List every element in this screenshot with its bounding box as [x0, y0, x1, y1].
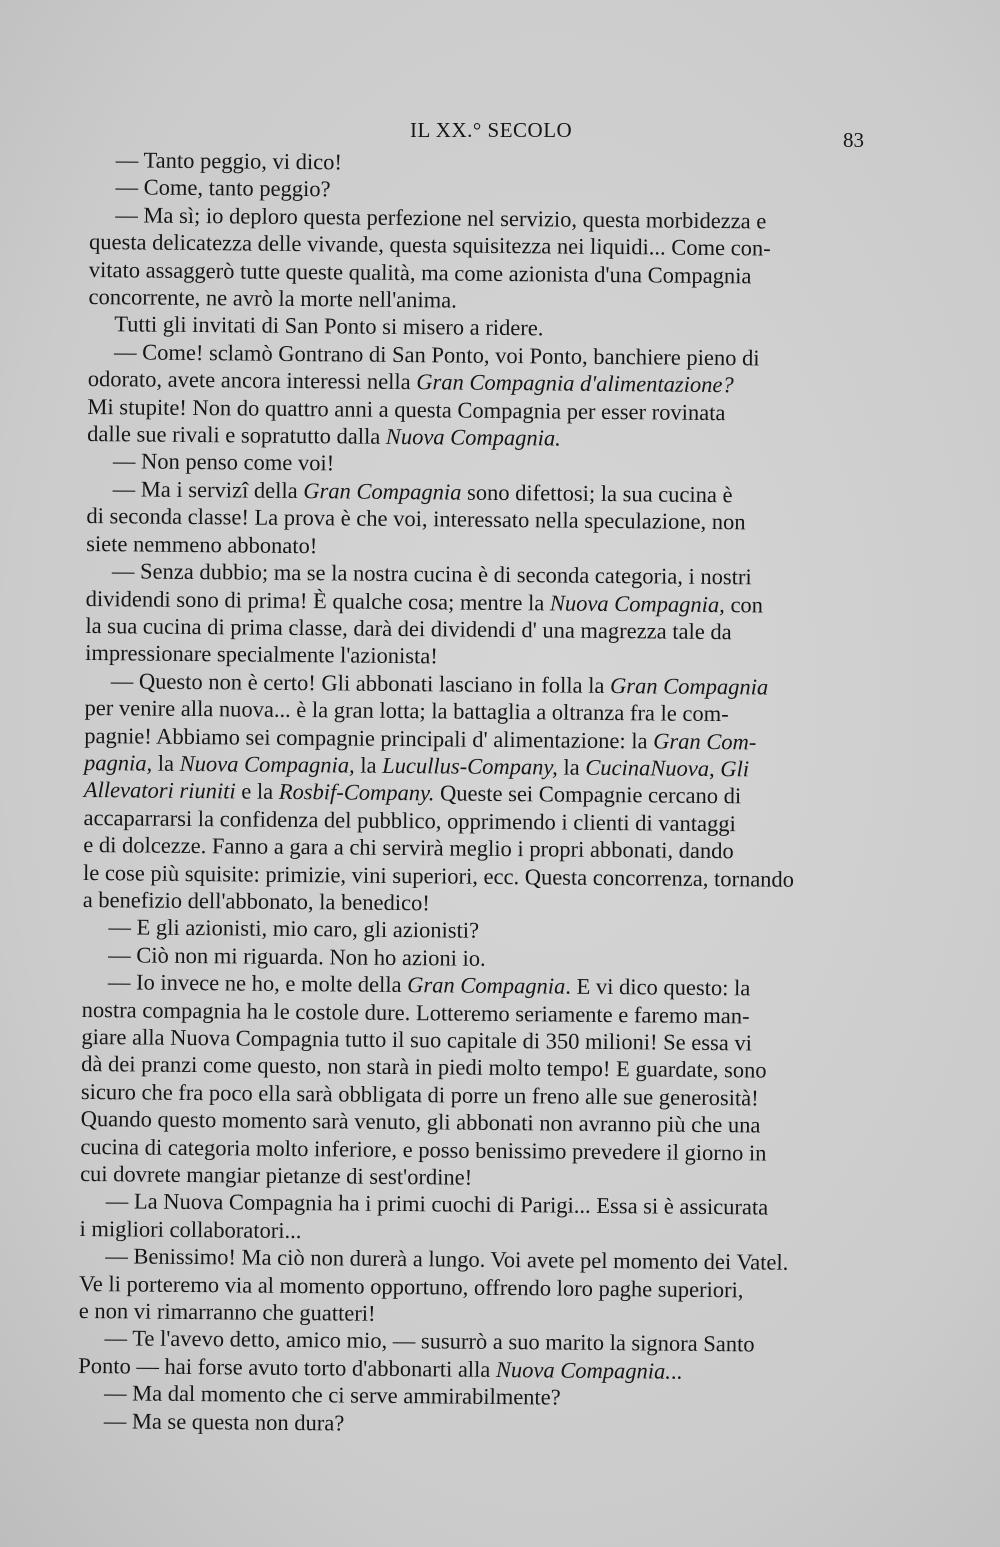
italic-title: CucinaNuova, Gli — [585, 754, 750, 782]
text-line: sicuro che fra poco ella sarà obbligata di porre un freno alle sue generosità! — [80, 1078, 759, 1111]
text-line: e non vi rimarranno che guatteri! — [78, 1298, 376, 1326]
text-line: — Benissimo! Ma ciò non durerà a lungo. Voi avete pel momento dei Vatel. — [105, 1243, 789, 1276]
text-line: a benefizio dell'abbonato, la benedico! — [82, 886, 430, 916]
paragraph — [87, 338, 878, 455]
text-line: pagnia, la Nuova Compagnia, la Lucullus-Company, la CucinaNuova, Gli — [83, 749, 750, 782]
text-body — [78, 146, 880, 1442]
text-line: — Non penso come voi! — [112, 448, 335, 476]
text-line: Quando questo momento sarà venuto, gli abbonati non avranno più che una — [80, 1106, 761, 1138]
text-line: — La Nuova Compagnia ha i primi cuochi di Parigi... Essa si è assicurata — [105, 1188, 769, 1220]
text-line: cui dovrete mangiar pietanze di sest'ordine! — [80, 1160, 473, 1190]
text-line: — Te l'avevo detto, amico mio, — susurrò a suo marito la signora Santo — [104, 1325, 755, 1357]
italic-title: Allevatori riuniti — [83, 777, 236, 804]
italic-title: Gran Compagnia — [609, 672, 769, 700]
text-line: di seconda classe! La prova è che voi, interessato nella speculazione, non — [86, 503, 746, 535]
italic-title: Rosbif-Company. — [278, 779, 435, 806]
paragraph — [88, 201, 879, 318]
italic-title: Gran Compagnia d'alimentazione? — [416, 369, 734, 398]
text-line: cucina di categoria molto inferiore, e posso benissimo prevedere il giorno in — [80, 1133, 767, 1166]
text-line: — Come, tanto peggio? — [115, 174, 331, 202]
text-line: Mi stupite! Non do quattro anni a questa Compagnia per esser rovinata — [87, 393, 726, 425]
italic-title: Gran Compagnia — [407, 972, 566, 999]
text-line: giare alla Nuova Compagnia tutto il suo capitale di 350 milioni! Se essa vi — [81, 1023, 753, 1056]
text-line: per venire alla nuova... è la gran lotta; la battaglia a oltranza fra le com- — [84, 695, 729, 727]
text-line: — Senza dubbio; ma se la nostra cucina è di seconda categoria, i nostri — [111, 558, 752, 590]
text-line: — Ma sì; io deploro questa perfezione nel servizio, questa morbidezza e — [115, 202, 767, 234]
paragraph — [79, 1242, 870, 1332]
text-line: odorato, avete ancora interessi nella Gran Compagnia d'alimentazione? — [87, 366, 734, 398]
text-line: — Ciò non mi riguarda. Non ho azioni io. — [108, 941, 486, 971]
text-line: Ve li porteremo via al momento opportuno, offrendo loro paghe superiori, — [78, 1270, 744, 1302]
text-line: siete nemmeno abbonato! — [86, 530, 318, 558]
paragraph — [83, 667, 875, 921]
text-line: — Ma se questa non dura? — [103, 1407, 345, 1436]
italic-title: Gran Com- — [653, 727, 757, 754]
text-line: Allevatori riuniti e la Rosbif-Company. Queste sei Compagnie cercano di — [83, 777, 742, 809]
italic-title: Nuova Compagnia, — [549, 589, 726, 617]
text-line: accaparrarsi la confidenza del pubblico, opprimendo i clienti di vantaggi — [83, 804, 736, 836]
paragraph — [86, 475, 877, 565]
text-line: — Io invece ne ho, e molte della Gran Compagnia. E vi dico questo: la — [107, 969, 751, 1001]
paragraph — [79, 1187, 869, 1249]
italic-title: Nuova Compagnia. — [385, 423, 562, 451]
paragraph — [80, 968, 872, 1195]
text-line: — Ma i servizî della Gran Compagnia sono difettosi; la sua cucina è — [112, 476, 733, 508]
text-line: le cose più squisite: primizie, vini superiori, ecc. Questa concorrenza, tornando — [82, 859, 795, 892]
text-line: — Tanto peggio, vi dico! — [115, 147, 343, 175]
text-line: nostra compagnia ha le costole dure. Lotteremo seriamente e faremo man- — [81, 996, 750, 1028]
text-line: dà dei pranzi come questo, non starà in piedi molto tempo! E guardate, sono — [81, 1051, 767, 1083]
text-line: Tutti gli invitati di San Ponto si misero a ridere. — [114, 311, 544, 341]
italic-title: Nuova Compagnia. — [495, 1356, 672, 1384]
text-line: — Questo non è certo! Gli abbonati lasciano in folla la Gran Compagnia — [110, 667, 769, 700]
text-line: dalle sue rivali e sopratutto dalla Nuova Compagnia. — [87, 421, 562, 451]
text-line: — Ma dal momento che ci serve ammirabilmente? — [103, 1380, 561, 1410]
running-title: IL XX.° SECOLO — [410, 118, 573, 142]
text-line: dividendi sono di prima! È qualche cosa; mentre la Nuova Compagnia, con — [85, 585, 764, 617]
text-line: la sua cucina di prima classe, darà dei dividendi d' una magrezza tale da — [85, 612, 732, 645]
italic-title: pagnia, — [83, 749, 153, 776]
text-line: — Come! sclamò Gontrano di San Ponto, voi Ponto, banchiere pieno di — [113, 339, 760, 371]
page-number: 83 — [843, 128, 864, 152]
paragraph — [78, 1324, 868, 1386]
text-line: — E gli azionisti, mio caro, gli azionisti? — [108, 914, 480, 944]
italic-title: Nuova Compagnia, — [179, 750, 355, 778]
text-line: i migliori collaboratori... — [79, 1215, 302, 1243]
text-line: impressionare specialmente l'azionista! — [85, 640, 438, 669]
text-line: Ponto — hai forse avuto torto d'abbonarti alla Nuova Compagnia... — [78, 1352, 683, 1384]
text-line: e di dolcezze. Fanno a gara a chi servirà meglio i propri abbonati, dando — [83, 832, 734, 864]
text-line: concorrente, ne avrò la morte nell'anima. — [88, 284, 457, 313]
text-line: vitato assaggerò tutte queste qualità, ma come azionista d'una Compagnia — [88, 256, 752, 288]
text-line: pagnie! Abbiamo sei compagnie principali d' alimentazione: la Gran Com- — [84, 722, 757, 754]
text-line: questa delicatezza delle vivande, questa squisitezza nei liquidi... Come con- — [88, 229, 771, 261]
italic-title: Lucullus-Company, — [382, 752, 558, 780]
paragraph — [85, 557, 876, 674]
italic-title: Gran Compagnia — [303, 477, 462, 505]
